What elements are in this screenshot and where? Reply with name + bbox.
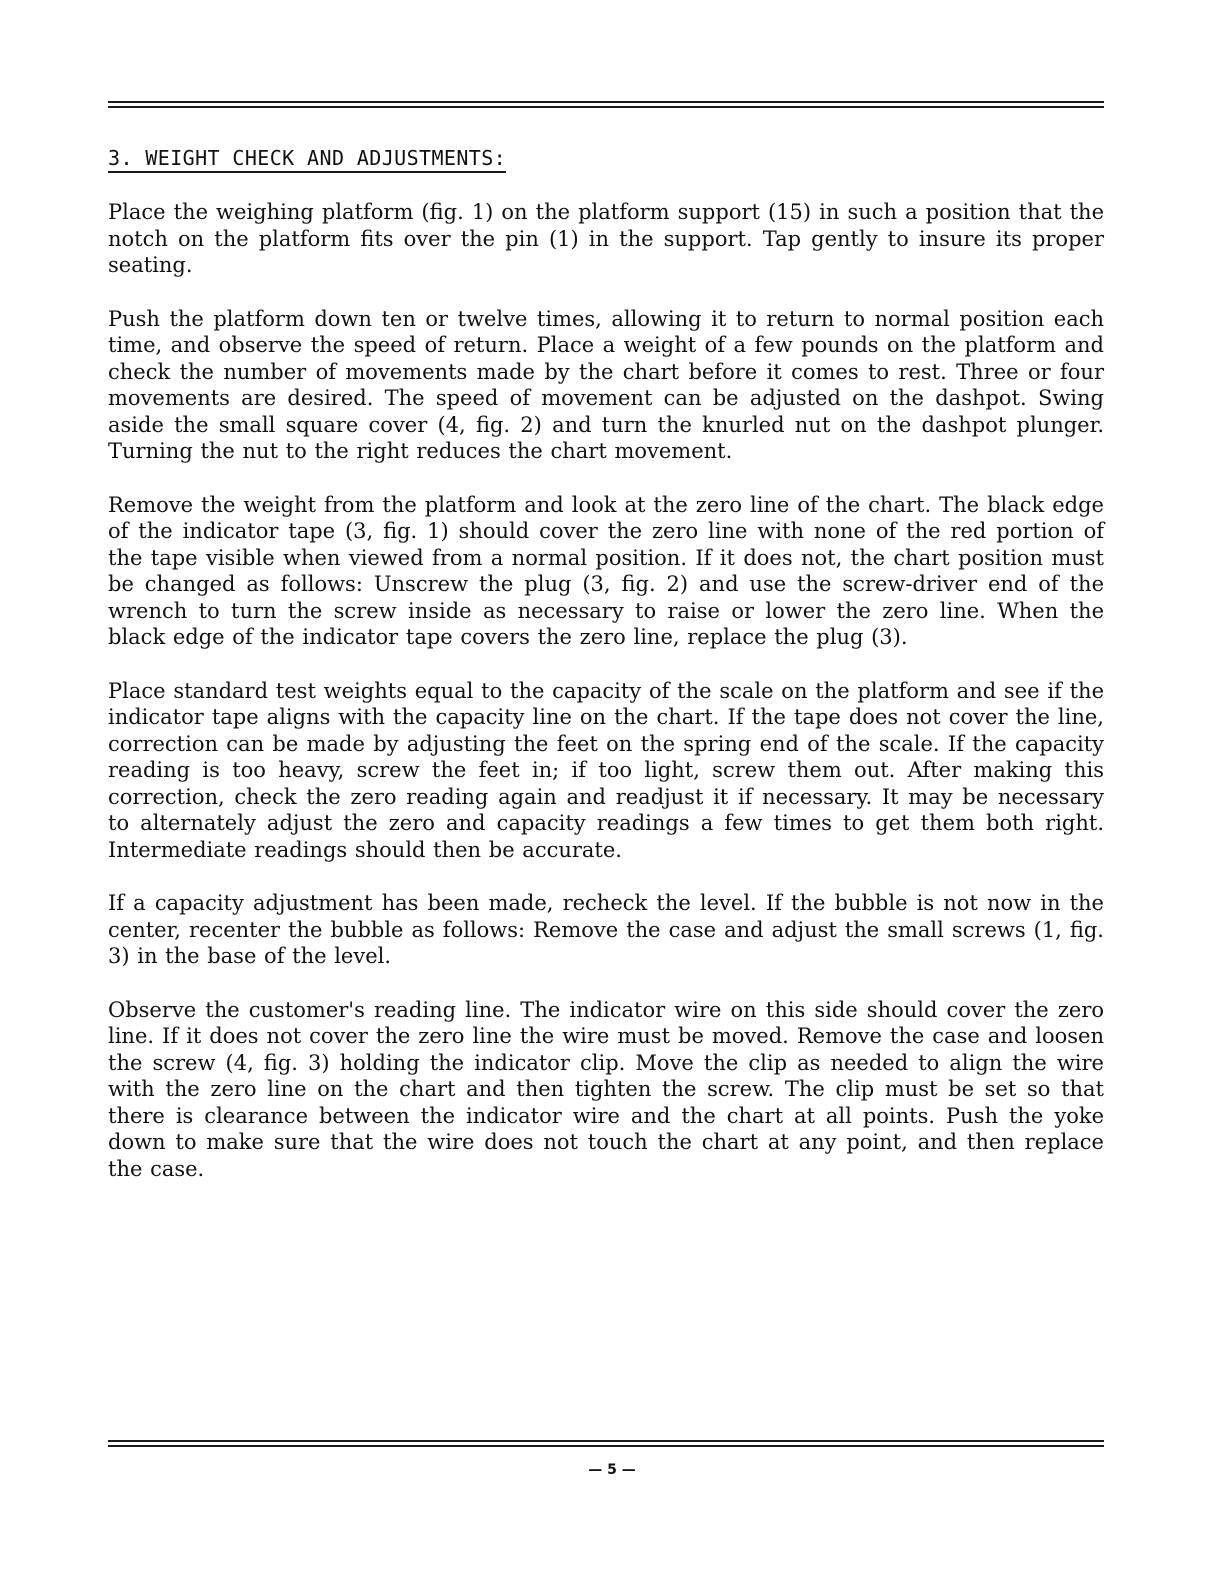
paragraph-level-bubble: If a capacity adjustment has been made, recheck the level. If the bubble is not now in the center, recenter the bubble as follows: Remove the case and adjust the small screws (1, fig. 3) in the base of the level. <box>108 891 1104 968</box>
paragraph-platform-placement: Place the weighing platform (fig. 1) on the platform support (15) in such a position that the notch on the platform fits over the pin (1) in the support. Tap gently to insure its proper seating. <box>108 200 1104 277</box>
paragraph-dashpot-adjustment: Push the platform down ten or twelve times, allowing it to return to normal position each time, and observe the speed of return. Place a weight of a few pounds on the platform and check the number of movements made by the chart before it comes to rest. Three or four movements are desired. The speed of movement can be adjusted on the dashpot. Swing aside the small square cover (4, fig. 2) and turn the knurled nut on the dashpot plunger. Turning the nut to the right reduces the chart movement. <box>108 306 1104 463</box>
section-heading: 3. WEIGHT CHECK AND ADJUSTMENTS: <box>108 146 506 173</box>
paragraph-zero-line: Remove the weight from the platform and look at the zero line of the chart. The black edge of the indicator tape (3, fig. 1) should cover the zero line with none of the red portion of the tape visible when viewed from a normal position. If it does not, the chart position must be changed as follows: Unscrew the plug (3, fig. 2) and use the screw-driver end of the wrench to turn the screw inside as necessary to raise or lower the zero line. When the black edge of the indicator tape covers the zero line, replace the plug (3). <box>108 492 1104 649</box>
page-number: — 5 — <box>588 1462 636 1478</box>
paragraph-capacity-check: Place standard test weights equal to the capacity of the scale on the platform and see if the indicator tape aligns with the capacity line on the chart. If the tape does not cover the line, correction can be made by adjusting the feet on the spring end of the scale. If the capacity reading is too heavy, screw the feet in; if too light, screw them out. After making this correction, check the zero reading again and readjust it if necessary. It may be necessary to alternately adjust the zero and capacity readings a few times to get them both right. Intermediate readings should then be accurate. <box>108 678 1104 862</box>
body-text <box>108 199 1104 1209</box>
paragraph-customer-reading-line: Observe the customer's reading line. The indicator wire on this side should cover the zero line. If it does not cover the zero line the wire must be moved. Remove the case and loosen the screw (4, fig. 3) holding the indicator clip. Move the clip as needed to align the wire with the zero line on the chart and then tighten the screw. The clip must be set so that there is clearance between the indicator wire and the chart at all points. Push the yoke down to make sure that the wire does not touch the chart at any point, and then replace the case. <box>108 997 1104 1181</box>
